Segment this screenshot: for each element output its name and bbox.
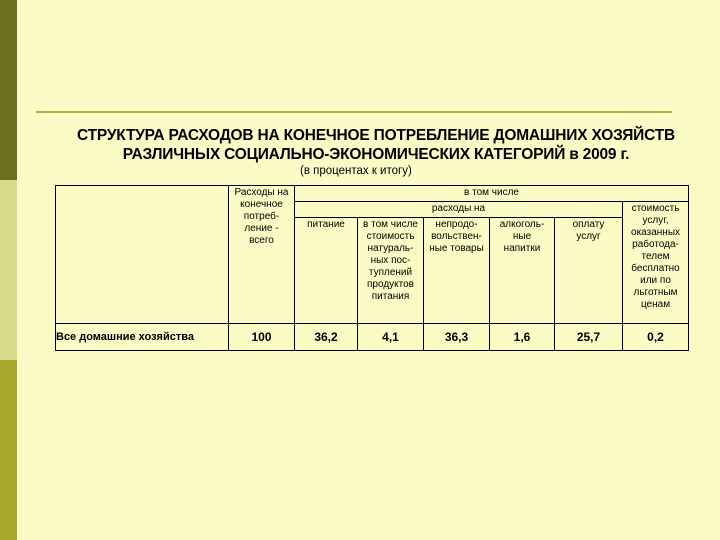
value-nonfood-goods: 36,3 [424,324,490,351]
header-food: питание [295,218,358,324]
row-header-cell [56,186,229,324]
title-divider [36,111,672,113]
value-free-services: 0,2 [623,324,689,351]
expenditure-table [55,185,689,351]
header-expenses-on: расходы на [295,202,623,218]
header-in-that-number: в том числе [295,186,689,202]
decor-bar-top [0,0,17,180]
value-services: 25,7 [555,324,623,351]
slide-title [56,126,696,164]
decor-bar-middle [0,180,17,360]
header-services: оплату услуг [555,218,623,324]
header-free-services: стоимость услуг, оказанных работода- телем бесплатно или по льготным ценам [623,202,689,324]
slide-subtitle: (в процентах к итогу) [300,165,412,177]
header-natural-food: в том числе стоимость натураль- ных пос- туплений продуктов питания [358,218,424,324]
value-alcohol: 1,6 [490,324,555,351]
slide-title-line2: РАЗЛИЧНЫХ СОЦИАЛЬНО-ЭКОНОМИЧЕСКИХ КАТЕГОРИЙ в 2009 г. [122,146,630,163]
header-nonfood-goods: непродо- вольствен- ные товары [424,218,490,324]
slide-title-line1: СТРУКТУРА РАСХОДОВ НА КОНЕЧНОЕ ПОТРЕБЛЕНИЕ ДОМАШНИХ ХОЗЯЙСТВ [77,127,675,144]
header-total: Расходы на конечное потреб- ление - всего [229,186,295,324]
value-total: 100 [229,324,295,351]
value-natural-food: 4,1 [358,324,424,351]
row-label-all-households: Все домашние хозяйства [56,324,229,351]
value-food: 36,2 [295,324,358,351]
header-alcohol: алкоголь- ные напитки [490,218,555,324]
decor-bar-bottom [0,360,17,540]
